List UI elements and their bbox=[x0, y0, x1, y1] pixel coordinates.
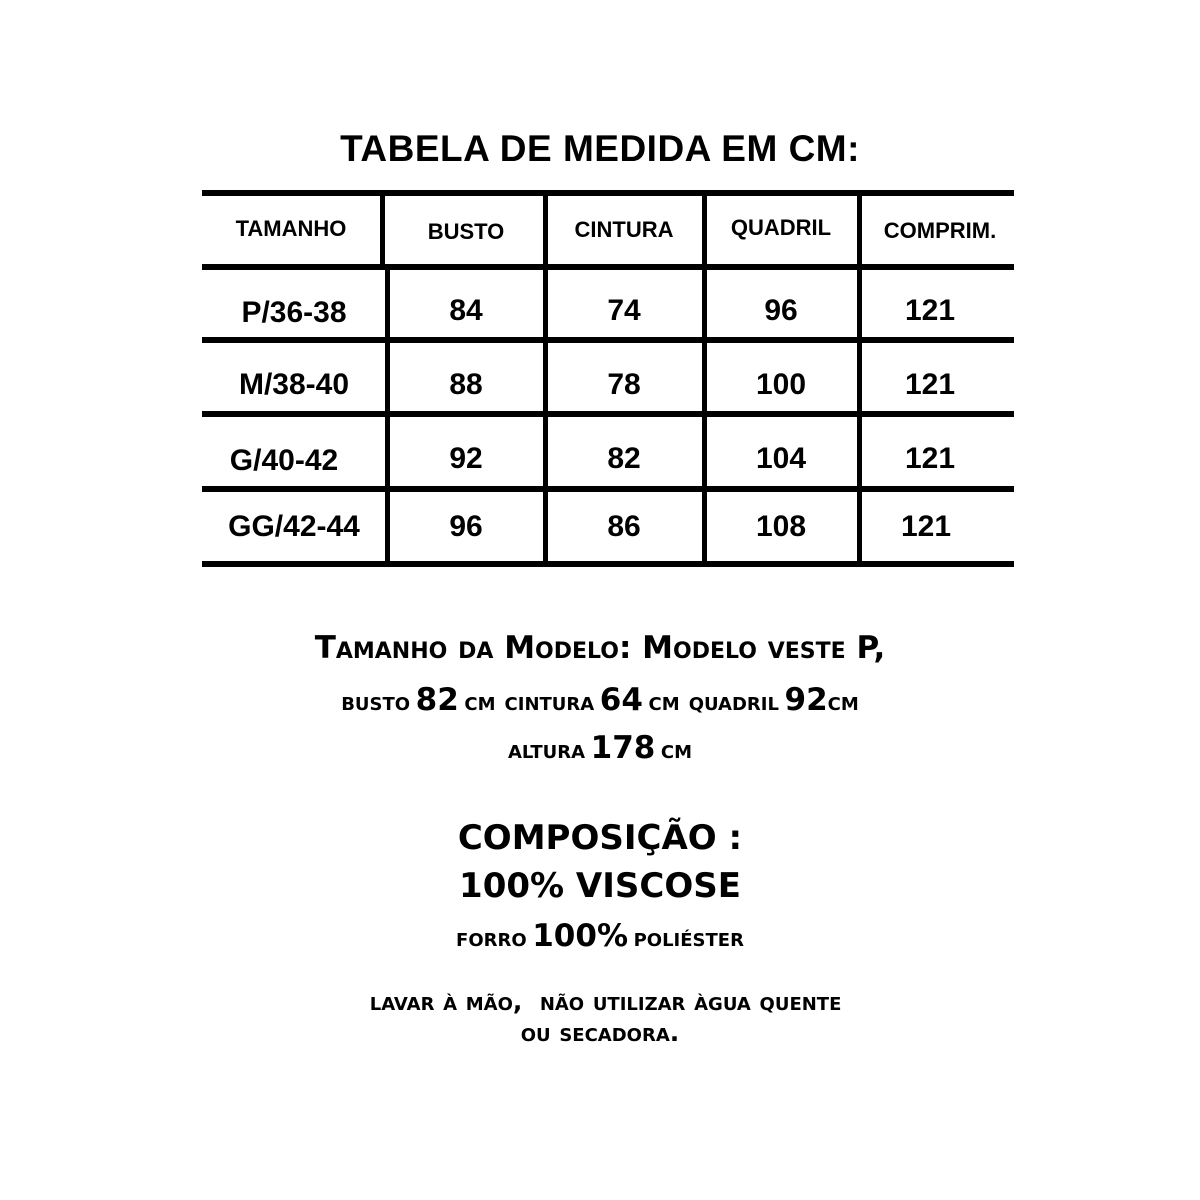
table-rule bbox=[202, 337, 1014, 343]
lining-value: 100% bbox=[532, 918, 629, 954]
care-text-2: ou secadora. bbox=[520, 1018, 680, 1047]
lining-material: poliéster bbox=[633, 923, 744, 952]
header-tamanho: TAMANHO bbox=[235, 216, 347, 241]
care-line-2 bbox=[0, 1018, 1200, 1047]
table-rule bbox=[202, 190, 1014, 196]
table-cell: 88 bbox=[449, 368, 483, 401]
altura-label: altura bbox=[507, 735, 586, 765]
table-rule bbox=[202, 486, 1014, 492]
table-cell: 104 bbox=[755, 442, 807, 475]
table-cell: G/40-42 bbox=[229, 444, 339, 477]
table-cell: 121 bbox=[904, 442, 956, 475]
table-rule bbox=[202, 264, 1014, 270]
header-cintura: CINTURA bbox=[574, 217, 674, 242]
care-line-1 bbox=[0, 968, 1200, 1016]
header-quadril: QUADRIL bbox=[730, 215, 832, 240]
table-cell: 100 bbox=[755, 368, 807, 401]
table-divider bbox=[380, 196, 385, 264]
table-cell: 86 bbox=[607, 510, 641, 543]
lining-line bbox=[0, 918, 1200, 954]
table-cell: 78 bbox=[607, 368, 641, 401]
table-cell: 82 bbox=[607, 442, 641, 475]
header-comprim: COMPRIM. bbox=[883, 218, 997, 243]
table-cell: 92 bbox=[449, 442, 483, 475]
model-measures-line bbox=[0, 682, 1200, 718]
altura-unit: cm bbox=[660, 735, 693, 765]
busto-label: busto bbox=[341, 687, 411, 717]
table-cell: 84 bbox=[449, 294, 483, 327]
table-cell: 96 bbox=[764, 294, 798, 327]
table-cell: GG/42-44 bbox=[228, 510, 360, 543]
header-busto: BUSTO bbox=[427, 219, 505, 244]
table-cell: P/36-38 bbox=[241, 296, 347, 329]
table-cell: 121 bbox=[904, 368, 956, 401]
lining-label: forro bbox=[456, 923, 527, 952]
table-cell: 74 bbox=[607, 294, 641, 327]
altura-value: 178 bbox=[590, 730, 656, 766]
table-cell: 108 bbox=[755, 510, 807, 543]
model-height-line bbox=[0, 730, 1200, 766]
quadril-label: cm quadril bbox=[648, 687, 779, 717]
quadril-unit: cm bbox=[827, 687, 859, 717]
page-title: TABELA DE MEDIDA EM CM: bbox=[340, 128, 860, 169]
composition-heading: COMPOSIÇÃO : bbox=[457, 818, 743, 858]
cintura-value: 64 bbox=[599, 682, 643, 718]
table-cell: 121 bbox=[904, 294, 956, 327]
care-text-1: lavar à mão, não utilizar àgua quente bbox=[369, 987, 842, 1016]
model-size-text: Tamanho da Modelo: Modelo veste P, bbox=[314, 630, 886, 666]
table-rule bbox=[202, 411, 1014, 417]
table-cell: M/38-40 bbox=[238, 368, 350, 401]
model-size-line bbox=[0, 630, 1200, 666]
quadril-value: 92 bbox=[784, 682, 828, 718]
table-rule bbox=[202, 561, 1014, 567]
busto-value: 82 bbox=[415, 682, 459, 718]
cintura-label: cm cintura bbox=[464, 687, 595, 717]
table-cell: 96 bbox=[449, 510, 483, 543]
table-cell: 121 bbox=[900, 510, 952, 543]
composition-main: 100% VISCOSE bbox=[459, 866, 741, 906]
